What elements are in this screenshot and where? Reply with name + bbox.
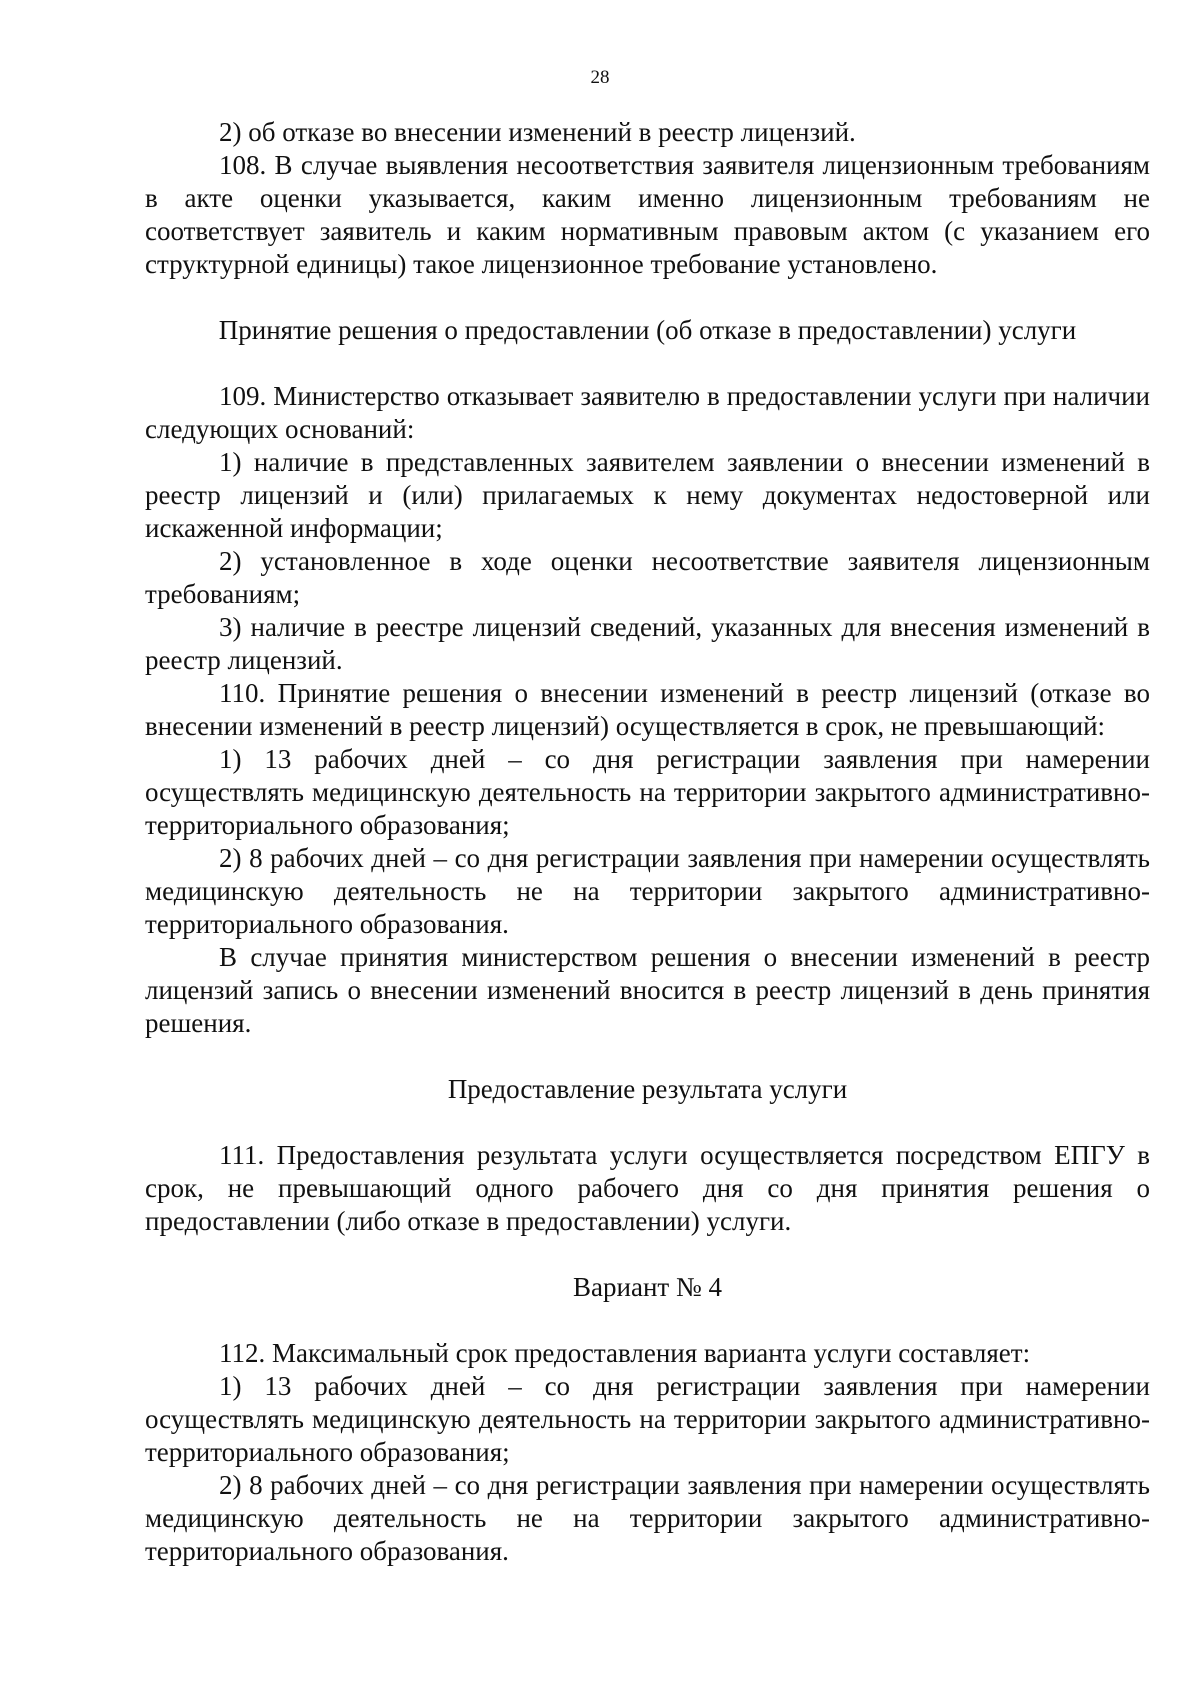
section-heading-decision: Принятие решения о предоставлении (об отказе в предоставлении) услуги: [218, 315, 1077, 345]
paragraph-111: 111. Предоставления результата услуги осуществляется посредством ЕПГУ в срок, не превышающий одного рабочего дня со дня принятия решения о предоставлении (либо отказе в предоставлении) услуги.: [145, 1140, 1150, 1236]
document-body: [145, 116, 1150, 1568]
paragraph-109-item-3: 3) наличие в реестре лицензий сведений, указанных для внесения изменений в реестр лицензий.: [145, 612, 1150, 675]
paragraph-110-item-1: 1) 13 рабочих дней – со дня регистрации заявления при намерении осуществлять медицинскую деятельность на территории закрытого административно-территориального образования;: [145, 744, 1150, 840]
paragraph-109-item-1: 1) наличие в представленных заявителем заявлении о внесении изменений в реестр лицензий и (или) прилагаемых к нему документах недостоверной или искаженной информации;: [145, 447, 1150, 543]
section-heading-result: Предоставление результата услуги: [447, 1074, 848, 1104]
paragraph-109-item-2: 2) установленное в ходе оценки несоответствие заявителя лицензионным требованиям;: [145, 546, 1150, 609]
paragraph-110-note: В случае принятия министерством решения о внесении изменений в реестр лицензий запись о внесении изменений вносится в реестр лицензий в день принятия решения.: [145, 942, 1150, 1038]
section-heading-variant-4: Вариант № 4: [573, 1272, 722, 1302]
paragraph-109: 109. Министерство отказывает заявителю в предоставлении услуги при наличии следующих оснований:: [145, 381, 1150, 444]
page-number: 28: [590, 67, 610, 88]
paragraph-112: 112. Максимальный срок предоставления варианта услуги составляет:: [219, 1338, 1031, 1368]
paragraph-110: 110. Принятие решения о внесении изменений в реестр лицензий (отказе во внесении изменений в реестр лицензий) осуществляется в срок, не превышающий:: [145, 678, 1150, 741]
paragraph-112-item-1: 1) 13 рабочих дней – со дня регистрации заявления при намерении осуществлять медицинскую деятельность на территории закрытого административно-территориального образования;: [145, 1371, 1150, 1467]
paragraph-110-item-2: 2) 8 рабочих дней – со дня регистрации заявления при намерении осуществлять медицинскую деятельность не на территории закрытого административно-территориального образования.: [145, 843, 1150, 939]
paragraph-item-2-refusal: 2) об отказе во внесении изменений в реестр лицензий.: [219, 117, 856, 147]
paragraph-108: 108. В случае выявления несоответствия заявителя лицензионным требованиям в акте оценки указывается, каким именно лицензионным требованиям не соответствует заявитель и каким нормативным правовым актом (с указанием его структурной единицы) такое лицензионное требование установлено.: [145, 150, 1150, 279]
paragraph-112-item-2: 2) 8 рабочих дней – со дня регистрации заявления при намерении осуществлять медицинскую деятельность не на территории закрытого административно-территориального образования.: [145, 1470, 1150, 1566]
